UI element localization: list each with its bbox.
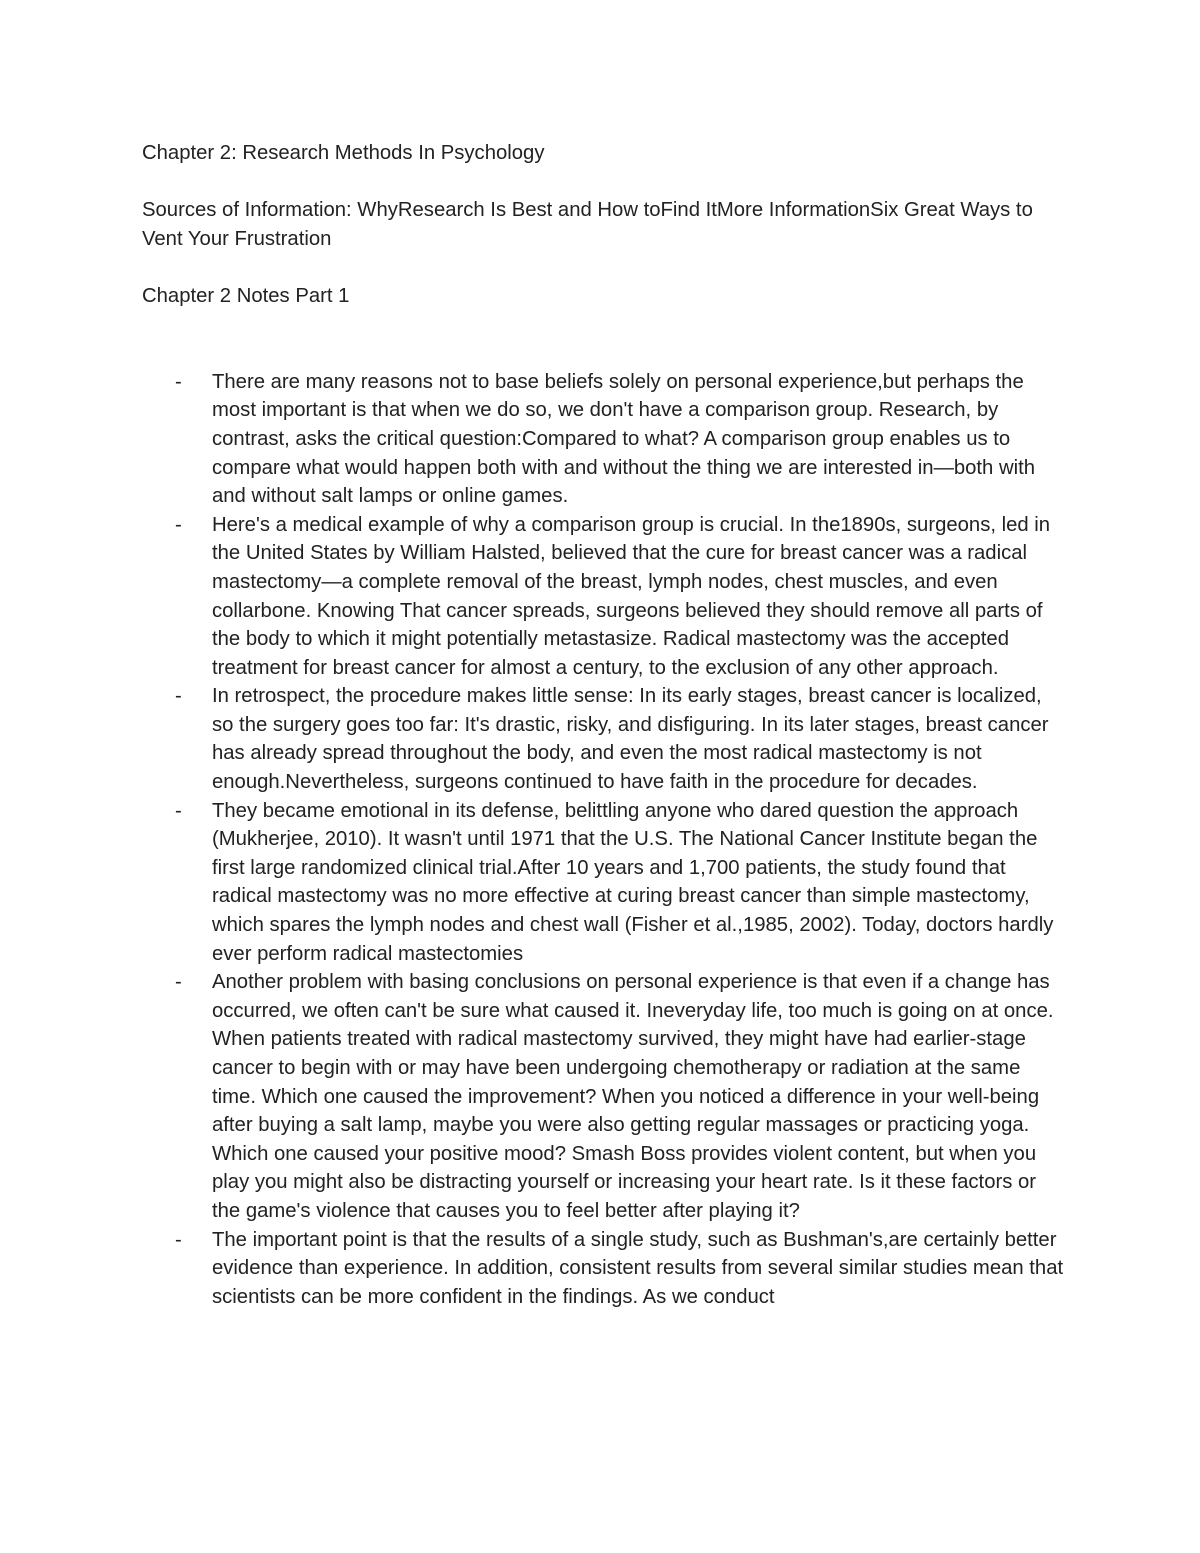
list-item — [142, 682, 1067, 796]
list-item — [142, 797, 1067, 969]
dash-bullet: - — [175, 971, 182, 994]
list-item — [142, 1226, 1067, 1312]
notes-heading: Chapter 2 Notes Part 1 — [142, 284, 350, 307]
list-item-text: Here's a medical example of why a comparison group is crucial. In the1890s, surgeons, led in the United States by William Halsted, believed that the cure for breast cancer was a radical mastectomy—a complete removal of the breast, lymph nodes, chest muscles, and even collarbone. Knowing That cancer spreads, surgeons believed they should remove all parts of the body to which it might potentially metastasize. Radical mastectomy was the accepted treatment for breast cancer for almost a century, to the exclusion of any other approach. — [212, 513, 1051, 679]
list-item-text: There are many reasons not to base beliefs solely on personal experience,but perhaps the most important is that when we do so, we don't have a comparison group. Research, by contrast, asks the critical question:Compared to what? A comparison group enables us to compare what would happen both with and without the thing we are interested in—both with and without salt lamps or online games. — [212, 370, 1036, 508]
list-item-text: They became emotional in its defense, belittling anyone who dared question the approach (Mukherjee, 2010). It wasn't until 1971 that the U.S. The National Cancer Institute began the first large randomized clinical trial.After 10 years and 1,700 patients, the study found that radical mastectomy was no more effective at curing breast cancer than simple mastectomy, which spares the lymph nodes and chest wall (Fisher et al.,1985, 2002). Today, doctors hardly ever perform radical mastectomies — [212, 799, 1054, 965]
dash-bullet: - — [175, 799, 182, 822]
document-body — [142, 139, 1067, 1311]
document-title: Chapter 2: Research Methods In Psychology — [142, 142, 545, 164]
list-item-text: Another problem with basing conclusions on personal experience is that even if a change has occurred, we often can't be sure what caused it. Ineveryday life, too much is going on at once. When patients treated with radical mastectomy survived, they might have had earlier-stage cancer to begin with or may have been undergoing chemotherapy or radiation at the same time. Which one caused the improvement? When you noticed a difference in your well-being after buying a salt lamp, maybe you were also getting regular massages or practicing yoga. Which one caused your positive mood? Smash Boss provides violent content, but when you play you might also be distracting yourself or increasing your heart rate. Is it these factors or the game's violence that causes you to feel better after playing it? — [212, 971, 1054, 1222]
dash-bullet: - — [175, 370, 182, 393]
list-item-text: In retrospect, the procedure makes little sense: In its early stages, breast cancer is localized, so the surgery goes too far: It's drastic, risky, and disfiguring. In its later stages, breast cancer has already spread throughout the body, and even the most radical mastectomy is not enough.Nevertheless, surgeons continued to have faith in the procedure for decades. — [212, 685, 1049, 794]
list-item-text: The important point is that the results of a single study, such as Bushman's,are certainly better evidence than experience. In addition, consistent results from several similar studies mean that scientists can be more confident in the findings. As we conduct — [212, 1228, 1064, 1308]
blank-line — [142, 339, 1067, 368]
dash-bullet: - — [175, 685, 182, 708]
list-item — [142, 511, 1067, 683]
list-item — [142, 968, 1067, 1225]
sources-line: Sources of Information: WhyResearch Is Best and How toFind ItMore InformationSix Great Ways to Vent Your Frustration — [142, 199, 1033, 250]
dash-bullet: - — [175, 1228, 182, 1251]
notes-list — [142, 368, 1067, 1312]
dash-bullet: - — [175, 513, 182, 536]
list-item — [142, 368, 1067, 511]
